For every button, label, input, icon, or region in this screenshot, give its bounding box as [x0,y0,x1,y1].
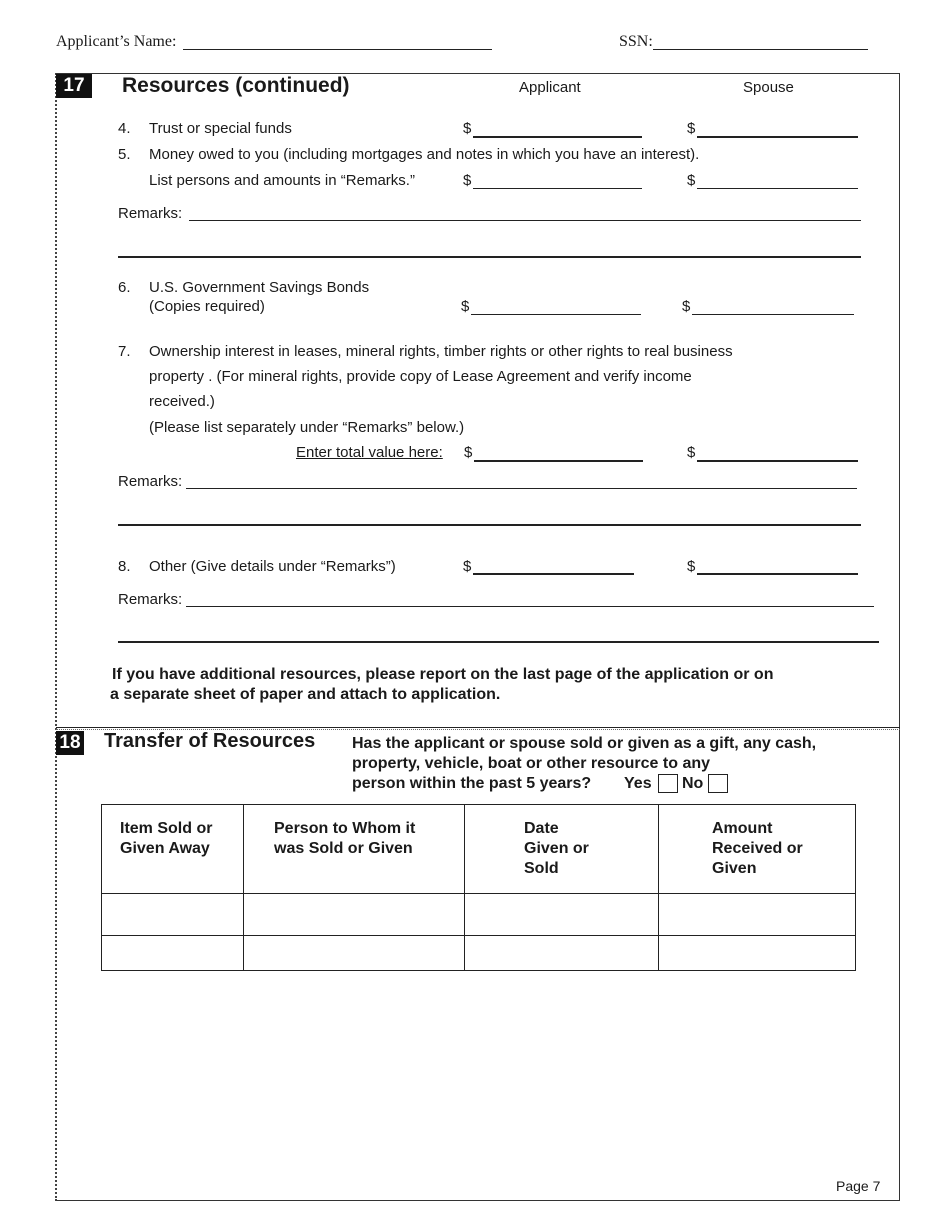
item-6-label-2: (Copies required) [149,298,265,315]
item-5-remarks-line-2[interactable] [118,236,861,258]
additional-resources-note-1: If you have additional resources, please report on the last page of the application or on [112,666,774,683]
item-8-spouse-input[interactable] [697,553,858,575]
item-8-remarks-line-2[interactable] [118,621,879,643]
item-8-number: 8. [118,558,131,575]
dollar-sign: $ [463,120,472,137]
item-5-remarks-input[interactable] [189,199,861,221]
table-row [102,894,856,936]
table-cell[interactable] [465,936,659,971]
row-2-item-input[interactable] [102,936,243,969]
table-header-row [102,805,856,894]
transfer-table [101,804,856,971]
table-cell[interactable] [244,894,465,936]
dollar-sign: $ [463,172,472,189]
item-5-spouse-input[interactable] [697,167,858,189]
item-4-applicant-input[interactable] [473,116,642,138]
column-applicant-header: Applicant [519,79,581,96]
yes-label: Yes [624,775,652,792]
no-checkbox[interactable] [708,774,728,793]
header-amount-line-3: Given [712,860,757,877]
yes-checkbox[interactable] [658,774,678,793]
item-8-applicant-input[interactable] [473,553,634,575]
table-cell[interactable] [659,894,856,936]
dollar-sign: $ [463,558,472,575]
dollar-sign: $ [687,444,696,461]
remarks-label: Remarks: [118,473,183,490]
item-7-remarks-line-2[interactable] [118,504,861,526]
item-6-number: 6. [118,279,131,296]
table-cell[interactable] [102,894,244,936]
ssn-input[interactable] [653,28,868,50]
table-header-cell [102,805,244,894]
item-4-spouse-input[interactable] [697,116,858,138]
table-row [102,936,856,971]
header-date-line-1: Date [524,820,559,837]
item-5-applicant-input[interactable] [473,167,642,189]
header-item-line-1: Item Sold or [120,820,213,837]
transfer-question-line-2: property, vehicle, boat or other resource to any [352,755,711,772]
header-person-line-1: Person to Whom it [274,820,416,837]
no-label: No [682,775,704,792]
row-1-person-input[interactable] [244,894,464,934]
column-spouse-header: Spouse [743,79,794,96]
item-7-spouse-input[interactable] [697,440,858,462]
header-amount-line-2: Received or [712,840,803,857]
header-date-line-2: Given or [524,840,589,857]
dollar-sign: $ [682,298,691,315]
page-number: Page 7 [836,1178,881,1194]
item-7-total-label: Enter total value here: [296,444,443,461]
dollar-sign: $ [687,558,696,575]
row-2-person-input[interactable] [244,936,464,969]
header-date-line-3: Sold [524,860,559,877]
dollar-sign: $ [464,444,473,461]
ssn-label: SSN: [619,33,653,50]
item-7-line-4: (Please list separately under “Remarks” below.) [149,419,465,436]
additional-resources-note-2: a separate sheet of paper and attach to application. [110,686,501,703]
section-17-number: 17 [56,74,92,98]
header-amount-line-1: Amount [712,820,773,837]
item-5-label: Money owed to you (including mortgages and notes in which you have an interest). [149,146,700,163]
section-18-title: Transfer of Resources [104,730,316,752]
item-7-number: 7. [118,343,131,360]
item-6-label: U.S. Government Savings Bonds [149,279,370,296]
row-2-amount-input[interactable] [659,936,855,969]
row-2-date-input[interactable] [465,936,658,969]
item-8-remarks-input[interactable] [186,585,874,607]
table-header-cell [659,805,856,894]
header-item-line-2: Given Away [120,840,210,857]
dollar-sign: $ [687,120,696,137]
table-header-cell [244,805,465,894]
section-18-number: 18 [56,731,84,755]
row-1-amount-input[interactable] [659,894,855,934]
item-7-line-3: received.) [149,393,215,410]
item-4-number: 4. [118,120,131,137]
table-cell[interactable] [659,936,856,971]
remarks-label: Remarks: [118,205,183,222]
item-5-number: 5. [118,146,131,163]
remarks-label: Remarks: [118,591,183,608]
table-cell[interactable] [244,936,465,971]
row-1-date-input[interactable] [465,894,658,934]
applicant-name-label: Applicant’s Name: [56,33,177,50]
applicant-name-input[interactable] [183,28,492,50]
header-person-line-2: was Sold or Given [274,840,413,857]
table-cell[interactable] [465,894,659,936]
dollar-sign: $ [687,172,696,189]
item-8-label: Other (Give details under “Remarks”) [149,558,396,575]
transfer-question-line-3: person within the past 5 years? [352,775,592,792]
table-cell[interactable] [102,936,244,971]
item-7-line-1: Ownership interest in leases, mineral rights, timber rights or other rights to real business [149,343,733,360]
item-4-label: Trust or special funds [149,120,292,137]
item-6-applicant-input[interactable] [471,293,641,315]
transfer-question-line-1: Has the applicant or spouse sold or given as a gift, any cash, [352,735,817,752]
table-header-cell [465,805,659,894]
item-7-remarks-input[interactable] [186,467,857,489]
item-6-spouse-input[interactable] [692,293,854,315]
dollar-sign: $ [461,298,470,315]
item-7-applicant-input[interactable] [474,440,643,462]
item-5-label-2: List persons and amounts in “Remarks.” [149,172,415,189]
item-7-line-2: property . (For mineral rights, provide copy of Lease Agreement and verify income [149,368,692,385]
section-17-title: Resources (continued) [122,74,350,97]
row-1-item-input[interactable] [102,894,243,934]
